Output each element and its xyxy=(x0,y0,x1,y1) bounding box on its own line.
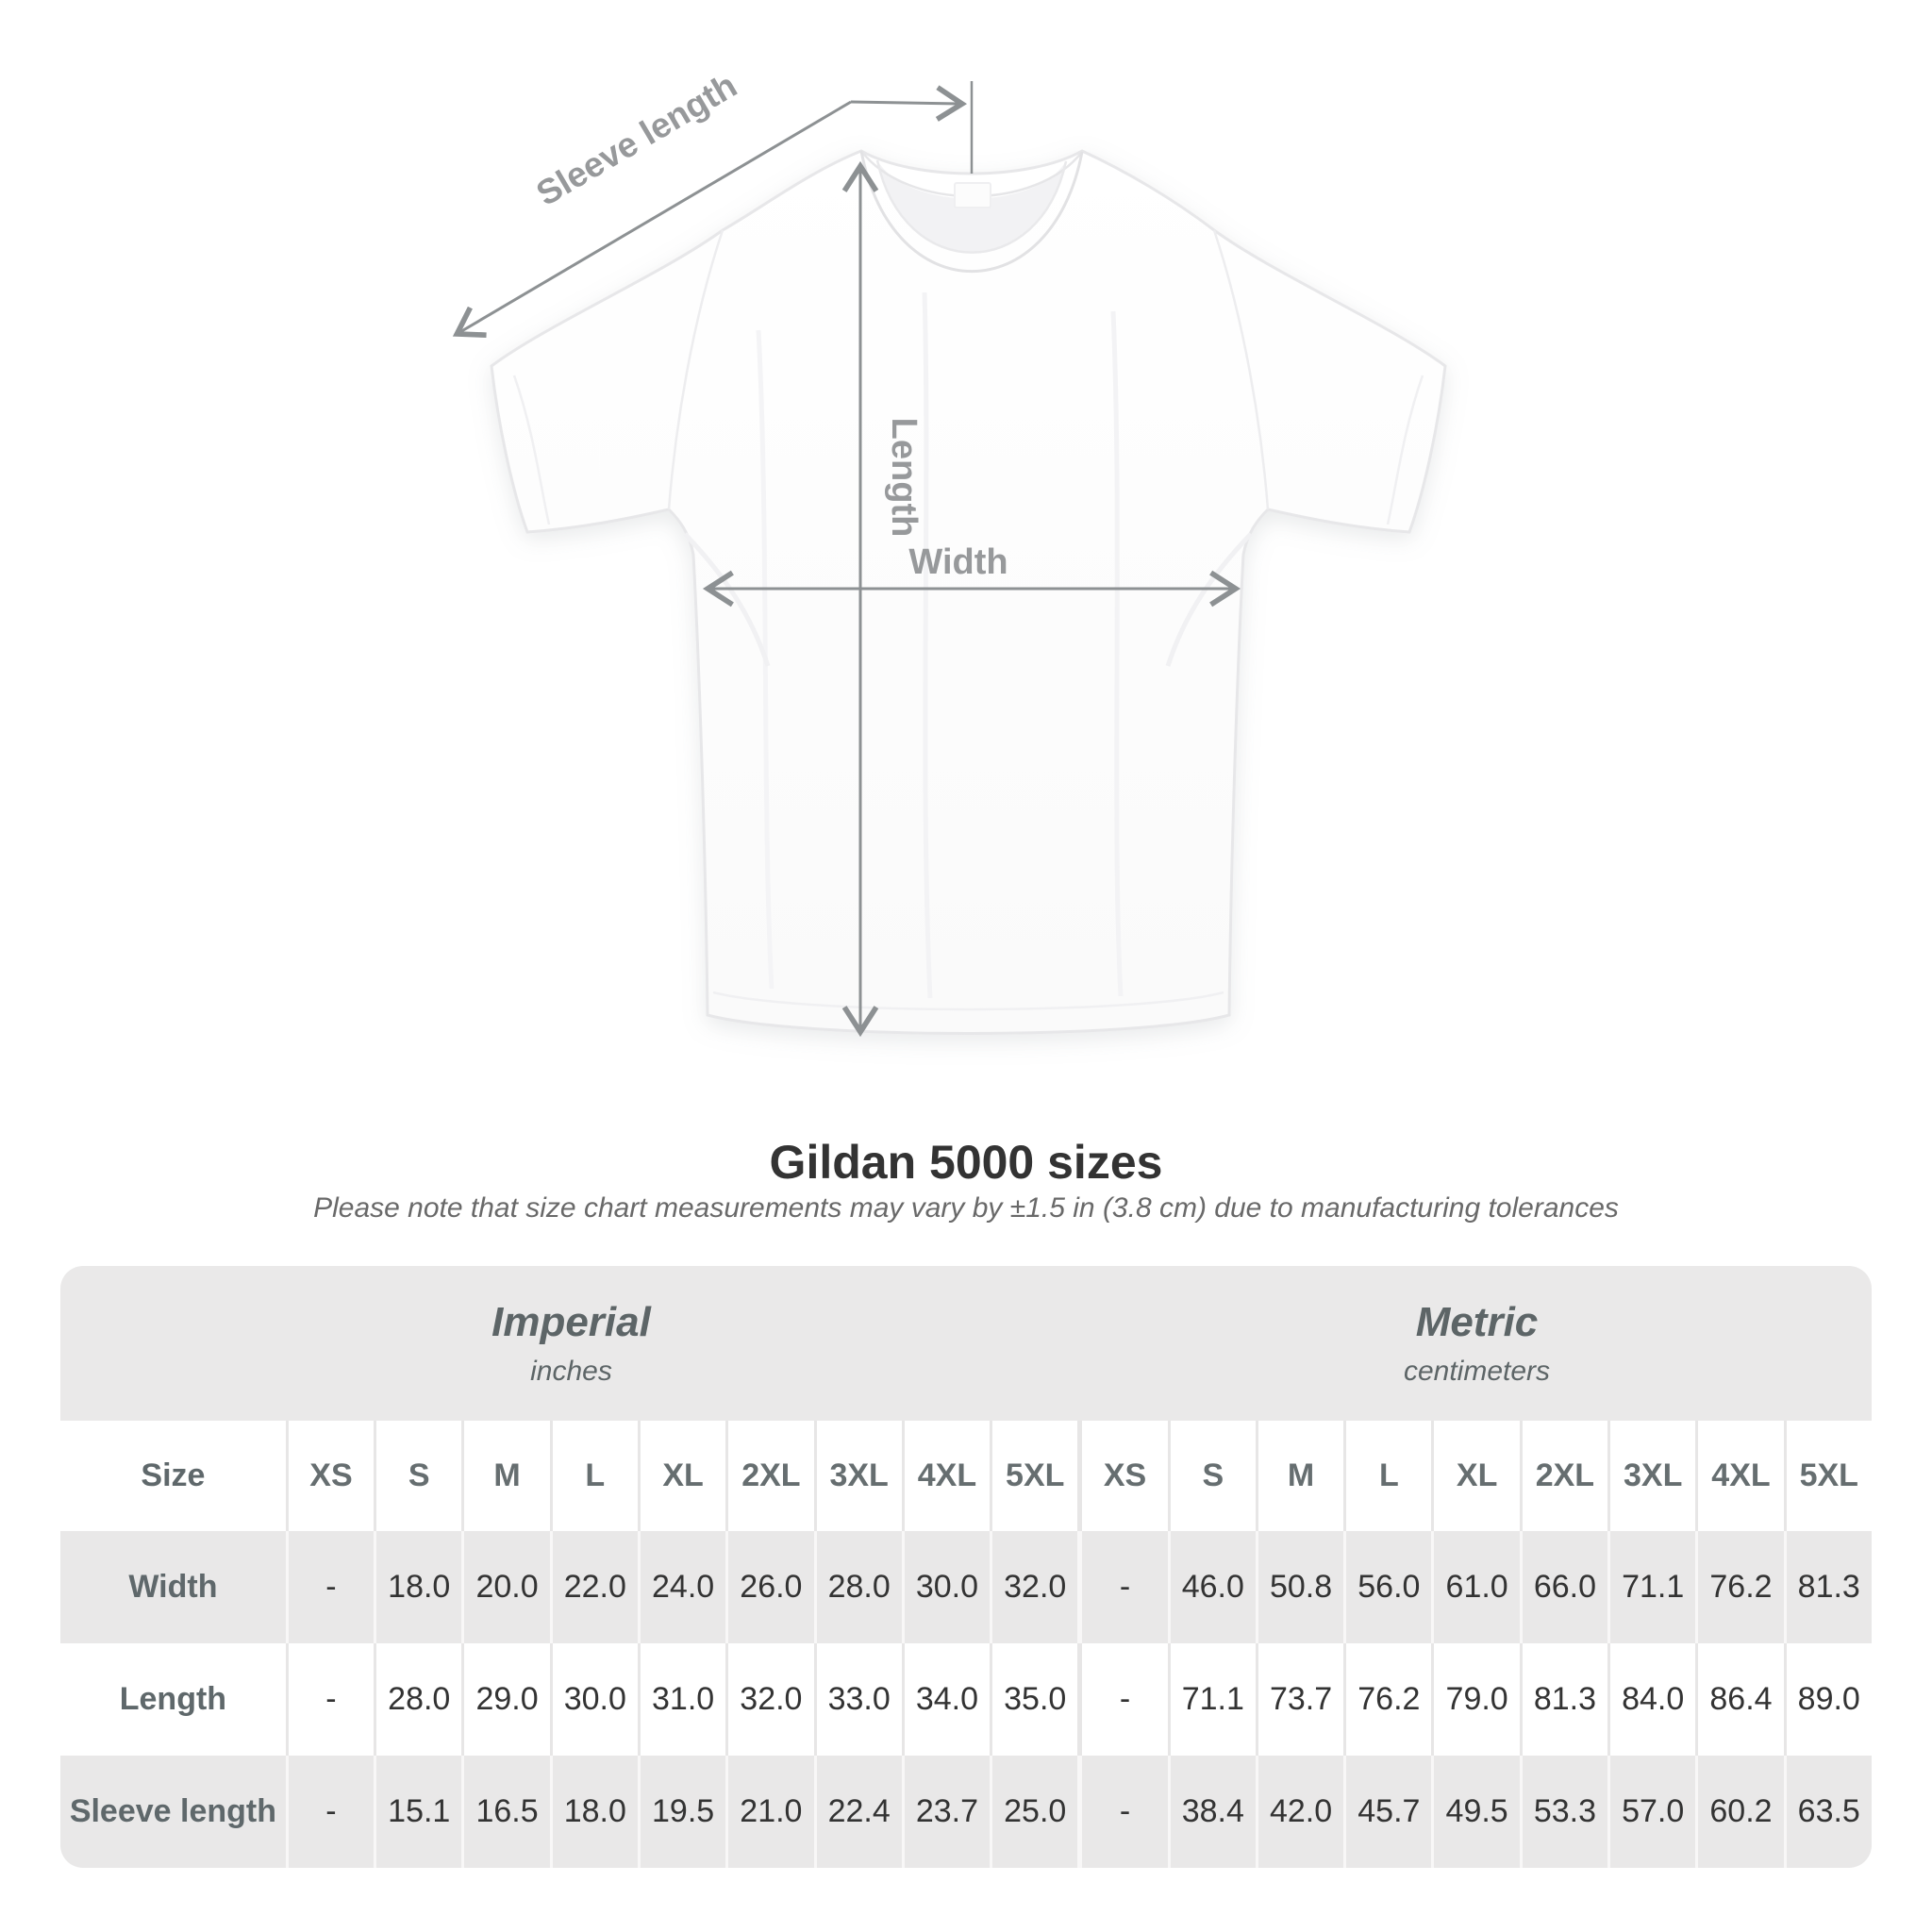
value-cell: 63.5 xyxy=(1784,1756,1872,1868)
value-cell: 23.7 xyxy=(902,1756,990,1868)
value-cell: 49.5 xyxy=(1431,1756,1519,1868)
value-cell: 86.4 xyxy=(1695,1643,1783,1756)
value-cell: 33.0 xyxy=(814,1643,902,1756)
value-cell: 38.4 xyxy=(1168,1756,1256,1868)
value-cell: 73.7 xyxy=(1256,1643,1343,1756)
size-column-header: 2XL xyxy=(1520,1421,1607,1531)
value-cell: 42.0 xyxy=(1256,1756,1343,1868)
value-cell: 18.0 xyxy=(550,1756,638,1868)
value-cell: 24.0 xyxy=(638,1531,725,1643)
size-column-header: 5XL xyxy=(990,1421,1077,1531)
size-column-header: XS xyxy=(286,1421,374,1531)
unit-group-imperial-sublabel: inches xyxy=(530,1356,612,1387)
value-cell: - xyxy=(286,1531,374,1643)
size-column-header: XS xyxy=(1077,1421,1167,1531)
value-cell: - xyxy=(1077,1643,1167,1756)
size-column-header: 2XL xyxy=(725,1421,813,1531)
value-cell: 35.0 xyxy=(990,1643,1077,1756)
value-cell: 20.0 xyxy=(461,1531,549,1643)
value-cell: 45.7 xyxy=(1343,1756,1431,1868)
value-cell: 28.0 xyxy=(374,1643,461,1756)
row-label: Width xyxy=(128,1569,218,1605)
sleeve-length-label: Sleeve length xyxy=(529,65,743,214)
size-column-header: M xyxy=(461,1421,549,1531)
unit-header-band xyxy=(60,1266,1872,1421)
unit-group-metric xyxy=(1082,1266,1872,1421)
value-cell: 22.4 xyxy=(814,1756,902,1868)
unit-group-metric-sublabel: centimeters xyxy=(1403,1356,1551,1387)
value-cell: 21.0 xyxy=(725,1756,813,1868)
size-column-header: 4XL xyxy=(1695,1421,1783,1531)
value-cell: 79.0 xyxy=(1431,1643,1519,1756)
size-column-header: XL xyxy=(638,1421,725,1531)
value-cell: 50.8 xyxy=(1256,1531,1343,1643)
value-cell: 22.0 xyxy=(550,1531,638,1643)
unit-group-imperial xyxy=(60,1266,1082,1421)
row-label: Length xyxy=(119,1681,227,1717)
unit-group-metric-label: Metric xyxy=(1415,1299,1539,1345)
value-cell: 34.0 xyxy=(902,1643,990,1756)
page-title: Gildan 5000 sizes xyxy=(769,1136,1163,1189)
value-cell: 76.2 xyxy=(1695,1531,1783,1643)
value-cell: 18.0 xyxy=(374,1531,461,1643)
neck-label-tag xyxy=(955,183,991,208)
value-cell: 84.0 xyxy=(1607,1643,1695,1756)
size-column-header: L xyxy=(550,1421,638,1531)
value-cell: 29.0 xyxy=(461,1643,549,1756)
table-row xyxy=(60,1756,1872,1868)
value-cell: 57.0 xyxy=(1607,1756,1695,1868)
value-cell: 53.3 xyxy=(1520,1756,1607,1868)
value-cell: - xyxy=(1077,1756,1167,1868)
value-cell: 30.0 xyxy=(550,1643,638,1756)
value-cell: 30.0 xyxy=(902,1531,990,1643)
value-cell: 16.5 xyxy=(461,1756,549,1868)
page-subtitle: Please note that size chart measurements may vary by ±1.5 in (3.8 cm) due to manufacturing tolerances xyxy=(313,1192,1619,1224)
size-column-header: 3XL xyxy=(814,1421,902,1531)
value-cell: 32.0 xyxy=(725,1643,813,1756)
size-column-header: L xyxy=(1343,1421,1431,1531)
value-cell: 25.0 xyxy=(990,1756,1077,1868)
size-column-header: M xyxy=(1256,1421,1343,1531)
width-label: Width xyxy=(908,542,1008,582)
size-table xyxy=(60,1266,1872,1868)
size-column-header: 4XL xyxy=(902,1421,990,1531)
tshirt-illustration xyxy=(491,151,1445,1034)
value-cell: 81.3 xyxy=(1520,1643,1607,1756)
row-label: Sleeve length xyxy=(69,1793,277,1829)
value-cell: 46.0 xyxy=(1168,1531,1256,1643)
length-label: Length xyxy=(884,417,924,538)
value-cell: 76.2 xyxy=(1343,1643,1431,1756)
table-rows xyxy=(60,1421,1872,1868)
unit-group-imperial-label: Imperial xyxy=(491,1299,651,1345)
value-cell: 71.1 xyxy=(1168,1643,1256,1756)
value-cell: 89.0 xyxy=(1784,1643,1872,1756)
size-column-header: S xyxy=(1168,1421,1256,1531)
size-column-header: XL xyxy=(1431,1421,1519,1531)
value-cell: 32.0 xyxy=(990,1531,1077,1643)
value-cell: - xyxy=(286,1643,374,1756)
value-cell: 71.1 xyxy=(1607,1531,1695,1643)
value-cell: 28.0 xyxy=(814,1531,902,1643)
table-row xyxy=(60,1643,1872,1756)
value-cell: - xyxy=(1077,1531,1167,1643)
size-column-header: 5XL xyxy=(1784,1421,1872,1531)
value-cell: 66.0 xyxy=(1520,1531,1607,1643)
size-column-header: 3XL xyxy=(1607,1421,1695,1531)
value-cell: 19.5 xyxy=(638,1756,725,1868)
value-cell: 61.0 xyxy=(1431,1531,1519,1643)
value-cell: 60.2 xyxy=(1695,1756,1783,1868)
value-cell: 15.1 xyxy=(374,1756,461,1868)
value-cell: 31.0 xyxy=(638,1643,725,1756)
value-cell: - xyxy=(286,1756,374,1868)
value-cell: 26.0 xyxy=(725,1531,813,1643)
table-header-row xyxy=(60,1421,1872,1531)
size-column-header: S xyxy=(374,1421,461,1531)
value-cell: 81.3 xyxy=(1784,1531,1872,1643)
value-cell: 56.0 xyxy=(1343,1531,1431,1643)
size-header-label: Size xyxy=(141,1457,206,1493)
table-row xyxy=(60,1531,1872,1643)
